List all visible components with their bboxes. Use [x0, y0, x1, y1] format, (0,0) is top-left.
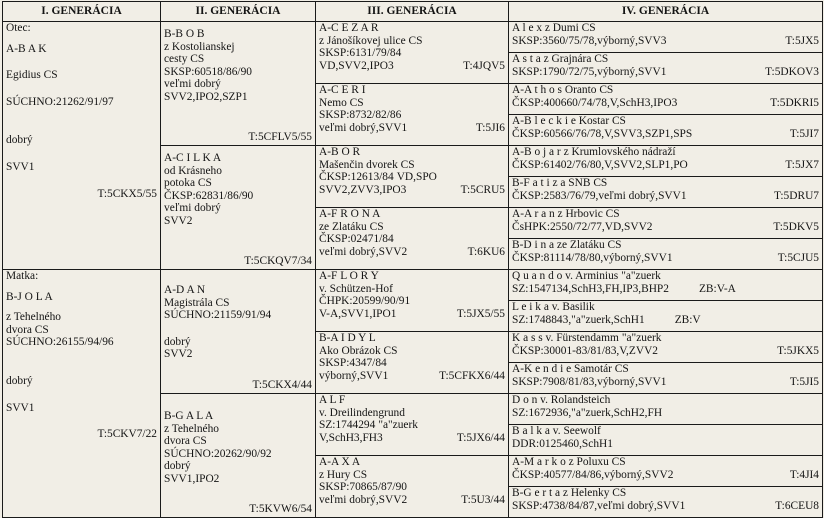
detail-line: potoka CS — [164, 177, 212, 190]
grade-line — [319, 60, 505, 73]
dog-name-text: Q u a n d o v. Arminius — [512, 270, 619, 282]
registration-line-right: T:5DRU7 — [774, 189, 819, 202]
dog-name: A-F L O R Y — [319, 270, 379, 282]
gen2-body — [164, 146, 312, 268]
registration-line-left: ČKSP:61402/76/80,V,SVV2,SLP1,PO — [512, 158, 688, 171]
dog-name-extra: "a"zuerk — [621, 270, 661, 282]
dog-name-extra: "a"zuerk — [621, 332, 662, 344]
breed-survey: ZB:V — [674, 313, 701, 326]
registration-number: SKSP:8732/82/86 — [319, 109, 402, 122]
dog-name: B-J O L A — [6, 290, 53, 303]
dog-name: B-A I D Y L — [319, 332, 376, 344]
gen3-ancestor — [316, 270, 509, 332]
gen3-ancestor — [316, 22, 509, 84]
pedigree-table — [2, 1, 823, 518]
header-gen-1: I. GENERÁCIA — [3, 2, 161, 22]
grade: dobrý — [6, 374, 33, 387]
dog-name: A-M a r k o z Poluxu CS — [512, 456, 626, 468]
registration-number-text: SZ:1744294 — [319, 419, 376, 432]
registration-line-right: T:5DKRI5 — [770, 96, 819, 109]
grade-line-left: veľmi dobrý,SVV2 — [319, 245, 408, 258]
dog-name: A-C E Z A R — [319, 22, 379, 34]
pedigree-row — [3, 270, 823, 301]
grade-line — [319, 246, 505, 259]
grade-line — [319, 432, 505, 445]
registration-line — [512, 66, 819, 79]
registration-line-left: ČKSP:40577/84/86,výborný,SVV2 — [512, 468, 674, 481]
detail-line: od Krásneho — [164, 164, 222, 177]
tattoo: T:5CFLV5/55 — [248, 131, 312, 144]
dog-name: A-A r a n z Hrbovic CS — [512, 208, 620, 220]
grade-line-left: výborný,SVV1 — [319, 369, 389, 382]
registration-line — [512, 97, 819, 110]
registration-number — [319, 419, 505, 432]
detail-line: dobrý — [164, 335, 191, 348]
header-gen-2: II. GENERÁCIA — [161, 2, 316, 22]
exam-title: SVV1 — [6, 160, 35, 173]
kennel-name: Nemo CS — [319, 96, 364, 109]
gen2-ancestor — [161, 394, 316, 518]
dog-name: A-D A N — [164, 284, 206, 296]
grade-line — [319, 308, 505, 321]
dog-name: A-B A K — [6, 42, 47, 55]
gen4-ancestor — [509, 332, 823, 363]
registration-line-right: T:5DKV5 — [773, 220, 819, 233]
gen2-body — [164, 394, 312, 516]
gen2-ancestor — [161, 270, 316, 394]
registration-number-extra: "a"zuerk — [378, 419, 418, 432]
grade-line-left: veľmi dobrý,SVV1 — [319, 121, 408, 134]
registration-line — [512, 35, 819, 48]
registration-number — [319, 171, 505, 184]
dog-name: B-D i n a ze Zlatáku CS — [512, 239, 622, 251]
kennel-name: ze Zlatáku CS — [319, 220, 384, 233]
registration-line — [512, 283, 819, 296]
dog-name: A-B O R — [319, 146, 361, 158]
kennel-name: v. Dreilindengrund — [319, 406, 405, 419]
registration-line-left: ČKSP:400660/74/78,V,SchH3,IPO3 — [512, 96, 678, 109]
detail-line: SÚCHNO:21159/91/94 — [164, 309, 272, 322]
dog-name: B-G A L A — [164, 410, 214, 422]
header-row — [3, 2, 823, 22]
registration-line — [512, 252, 819, 265]
detail-line: SKSP:60518/86/90 — [164, 65, 252, 78]
registration-line-left: ČKSP:30001-83/81/83,V,ZVV2 — [512, 344, 658, 357]
registration-line-left: ČsHPK:2550/72/77,VD,SVV2 — [512, 220, 653, 233]
gen4-ancestor — [509, 394, 823, 425]
registration-line-left: SKSP:1790/72/75,výborný,SVV1 — [512, 65, 667, 78]
dog-name: A l e x z Dumi CS — [512, 22, 596, 34]
dog-name: B a l k a v. Seewolf — [512, 425, 601, 437]
grade-line — [319, 122, 505, 135]
breed-survey: ZB:V-A — [698, 282, 736, 295]
registration-line-left: ČKSP:60566/76/78,V,SVV3,SZP1,SPS — [512, 127, 693, 140]
gen4-ancestor — [509, 301, 823, 332]
dog-name: D o n v. Rolandsteich — [512, 394, 611, 406]
registration-line-right: T:5JX5 — [785, 34, 819, 47]
gen3-ancestor — [316, 146, 509, 208]
registration-line-right: T:5CJU5 — [777, 251, 819, 264]
detail-line: z Tehelného — [164, 422, 219, 435]
grade-line-left: VD,SVV2,IPO3 — [319, 59, 394, 72]
kennel-name: Ako Obrázok CS — [319, 344, 398, 357]
detail-line: ČKSP:62831/86/90 — [164, 189, 254, 202]
detail-line: SVV2,IPO2,SZP1 — [164, 90, 248, 103]
grade-line — [319, 184, 505, 197]
detail-line: dvora CS — [164, 435, 207, 448]
detail-line: SÚCHNO:20262/90/92 — [164, 447, 272, 460]
registration-line — [512, 376, 819, 389]
registration-line-right: T:5DKOV3 — [765, 65, 819, 78]
grade-line-left: V,SchH3,FH3 — [319, 431, 383, 444]
grade: dobrý — [6, 134, 33, 147]
kennel-name: Egidius CS — [6, 69, 58, 82]
gen3-ancestor — [316, 456, 509, 518]
dog-name: A-A t h o s Oranto CS — [512, 84, 614, 96]
gen2-lines — [164, 394, 312, 486]
registration-line — [512, 469, 819, 482]
registration-number: SÚCHNO:21262/91/97 — [6, 95, 114, 108]
dog-name: A s t a z Grajnára CS — [512, 53, 609, 65]
gen2-ancestor — [161, 146, 316, 270]
grade-line-right: T:4JQV5 — [463, 59, 505, 72]
gen4-ancestor — [509, 208, 823, 239]
registration-line-left: SKSP:4738/84/87,veľmi dobrý,SVV1 — [512, 499, 686, 512]
registration-line — [512, 345, 819, 358]
dam-cell — [3, 270, 161, 518]
gen3-ancestor — [316, 394, 509, 456]
registration-line-left: SZ:1672936,"a"zuerk,SchH2,FH — [512, 406, 663, 419]
grade-line-right: T:5CFKX6/44 — [439, 369, 505, 382]
kennel-name: v. Schützen-Hof — [319, 282, 393, 295]
header-gen-4: IV. GENERÁCIA — [509, 2, 823, 22]
gen4-ancestor — [509, 84, 823, 115]
exam-title: SVV1 — [6, 401, 35, 414]
registration-number: SKSP:6131/79/84 — [319, 47, 402, 60]
dog-name: A-B o j a r z Krumlovského nádraží — [512, 146, 676, 158]
registration-number-extra: VD,SPO — [396, 171, 437, 184]
grade-line-left: V-A,SVV1,IPO1 — [319, 307, 397, 320]
kennel-name: z Jánošíkovej ulice CS — [319, 34, 423, 47]
grade-line-left: SVV2,ZVV3,IPO3 — [319, 183, 407, 196]
detail-line: SVV1,IPO2 — [164, 472, 220, 485]
registration-number: ČKSP:02471/84 — [319, 233, 394, 246]
grade-line-left: veľmi dobrý,SVV2 — [319, 493, 408, 506]
registration-line-right: T:6CEU8 — [775, 499, 819, 512]
dog-name — [512, 270, 819, 283]
tattoo: T:5CKX5/55 — [97, 187, 157, 200]
dog-name: A-K e n d i e Samotár CS — [512, 363, 629, 375]
pedigree-row — [3, 22, 823, 53]
detail-line: veľmi dobrý — [164, 78, 221, 91]
gen4-ancestor — [509, 456, 823, 487]
grade-line-right: T:5JX5/55 — [456, 307, 505, 320]
tattoo: T:5CKQV7/34 — [244, 255, 312, 268]
grade-line-right: T:5JI6 — [475, 121, 505, 134]
registration-number: ČHPK:20599/90/91 — [319, 295, 411, 308]
grade-line-right: T:5CRU5 — [460, 183, 505, 196]
gen2-body — [164, 22, 312, 144]
kennel-name: z Tehelného — [6, 311, 61, 324]
registration-line — [512, 190, 819, 203]
registration-line-left: SKSP:3560/75/78,výborný,SVV3 — [512, 34, 667, 47]
registration-line-left: DDR:0125460,SchH1 — [512, 437, 613, 450]
dog-name: A L F — [319, 394, 346, 406]
dog-name: B-G e r t a z Helenky CS — [512, 487, 627, 499]
gen4-ancestor — [509, 270, 823, 301]
detail-line: Magistrála CS — [164, 296, 230, 309]
dog-name: A-F R O N A — [319, 208, 381, 220]
registration-line-left: SKSP:7908/81/83,výborný,SVV1 — [512, 375, 667, 388]
grade-line-right: T:5U3/44 — [461, 493, 505, 506]
tattoo: T:5CKV7/22 — [97, 428, 157, 441]
registration-number: SKSP:70865/87/90 — [319, 481, 407, 494]
grade-line — [319, 494, 505, 507]
gen4-ancestor — [509, 239, 823, 270]
registration-line — [512, 159, 819, 172]
dog-name: B-F a t i z a SNB CS — [512, 177, 608, 189]
kennel-name: Mašenčin dvorek CS — [319, 158, 415, 171]
dog-name: L e i k a v. Basilik — [512, 301, 595, 313]
registration-number: SÚCHNO:26155/94/96 — [6, 336, 114, 349]
registration-line — [512, 221, 819, 234]
registration-line — [512, 500, 819, 513]
parent-label: Matka: — [6, 270, 39, 282]
gen4-ancestor — [509, 363, 823, 394]
parent-label: Otec: — [6, 22, 31, 34]
registration-line — [512, 407, 819, 420]
grade-line-right: T:6KU6 — [467, 245, 505, 258]
detail-line: SVV2 — [164, 348, 193, 361]
gen2-body — [164, 270, 312, 392]
gen2-lines — [164, 270, 312, 361]
detail-line: veľmi dobrý — [164, 202, 221, 215]
gen4-ancestor — [509, 146, 823, 177]
gen3-ancestor — [316, 84, 509, 146]
detail-line: dobrý — [164, 460, 191, 473]
gen4-ancestor — [509, 177, 823, 208]
dog-name-text: K a s s v. Fürstendamm — [512, 332, 619, 344]
gen2-lines — [164, 146, 312, 228]
detail-line: z Kostolianskej — [164, 40, 235, 53]
dog-name — [512, 332, 819, 345]
gen4-ancestor — [509, 22, 823, 53]
registration-line-left: ČKSP:2583/76/79,veľmi dobrý,SVV1 — [512, 189, 687, 202]
dog-name: B-B O B — [164, 28, 205, 40]
registration-number: SZ:1748843,"a"zuerk,SchH1 — [512, 313, 645, 326]
tattoo: T:5CKX4/44 — [252, 379, 312, 392]
dog-name: A-C I L K A — [164, 152, 222, 164]
registration-line-right: T:4JI4 — [789, 468, 819, 481]
detail-line: cesty CS — [164, 53, 205, 66]
dog-name: A-C E R I — [319, 84, 366, 96]
gen4-ancestor — [509, 115, 823, 146]
registration-line-left: ČKSP:81114/78/80,výborný,SVV1 — [512, 251, 673, 264]
registration-line — [512, 128, 819, 141]
kennel-name: z Hury CS — [319, 468, 368, 481]
gen3-ancestor — [316, 332, 509, 394]
registration-number-text: ČKSP:12613/84 — [319, 171, 394, 184]
registration-line-right: T:5JX7 — [785, 158, 819, 171]
grade-line-right: T:5JX6/44 — [456, 431, 505, 444]
header-gen-3: III. GENERÁCIA — [316, 2, 509, 22]
registration-number: SKSP:4347/84 — [319, 357, 387, 370]
gen2-lines — [164, 22, 312, 104]
gen4-ancestor — [509, 487, 823, 518]
grade-line — [319, 370, 505, 383]
registration-line-right: T:5JI7 — [789, 127, 819, 140]
gen2-ancestor — [161, 22, 316, 146]
dog-name: A-B l e c k i e Kostar CS — [512, 115, 626, 127]
dog-name: A-A X A — [319, 456, 361, 468]
registration-line-right: T:5JI5 — [789, 375, 819, 388]
registration-line — [512, 314, 819, 327]
kennel-name-cont: dvora CS — [6, 323, 49, 336]
gen4-ancestor — [509, 53, 823, 84]
registration-number: SZ:1547134,SchH3,FH,IP3,BHP2 — [512, 282, 669, 295]
gen4-ancestor — [509, 425, 823, 456]
registration-line — [512, 438, 819, 451]
detail-line: SVV2 — [164, 214, 193, 227]
gen3-ancestor — [316, 208, 509, 270]
sire-cell — [3, 22, 161, 270]
tattoo: T:5KVW6/54 — [249, 503, 312, 516]
registration-line-right: T:5JKX5 — [777, 344, 819, 357]
